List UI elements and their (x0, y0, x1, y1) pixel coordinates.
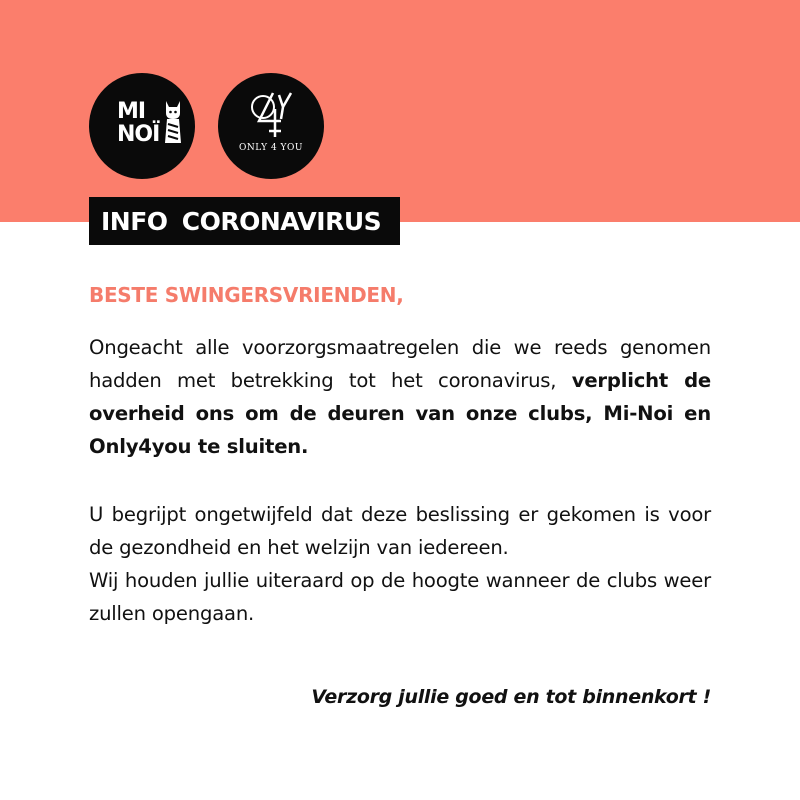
cat-icon (163, 99, 183, 145)
only4you-caption: ONLY 4 YOU (239, 143, 303, 153)
paragraph-closure (89, 331, 711, 463)
greeting-heading: BESTE SWINGERSVRIENDEN, (89, 283, 404, 307)
minoi-logo (89, 73, 195, 179)
paragraph-explanation-sentence2: Wij houden jullie uiteraard op de hoogte wanneer de clubs weer zullen opengaan. (89, 569, 711, 625)
only4you-logo (218, 73, 324, 179)
minoi-wordmark (117, 100, 159, 146)
minoi-line2: NOÏ (117, 122, 160, 147)
paragraph-explanation-sentence1: U begrijpt ongetwijfeld dat deze beslissing er gekomen is voor de gezondheid en het welzijn van iedereen. (89, 503, 711, 559)
minoi-line1: MI (117, 99, 146, 124)
o4y-mark-icon (249, 89, 293, 141)
paragraph-explanation (89, 498, 711, 630)
paragraph-closure-bold: verplicht de overheid ons om de deuren van onze clubs, Mi-Noi en Only4you te sluiten. (89, 369, 711, 458)
paragraph-closure-normal: Ongeacht alle voorzorgsmaatregelen die we reeds genomen hadden met betrekking tot het coronavirus, (89, 336, 711, 392)
info-badge: INFO CORONAVIRUS (89, 197, 400, 245)
signoff: Verzorg jullie goed en tot binnenkort ! (311, 686, 711, 708)
